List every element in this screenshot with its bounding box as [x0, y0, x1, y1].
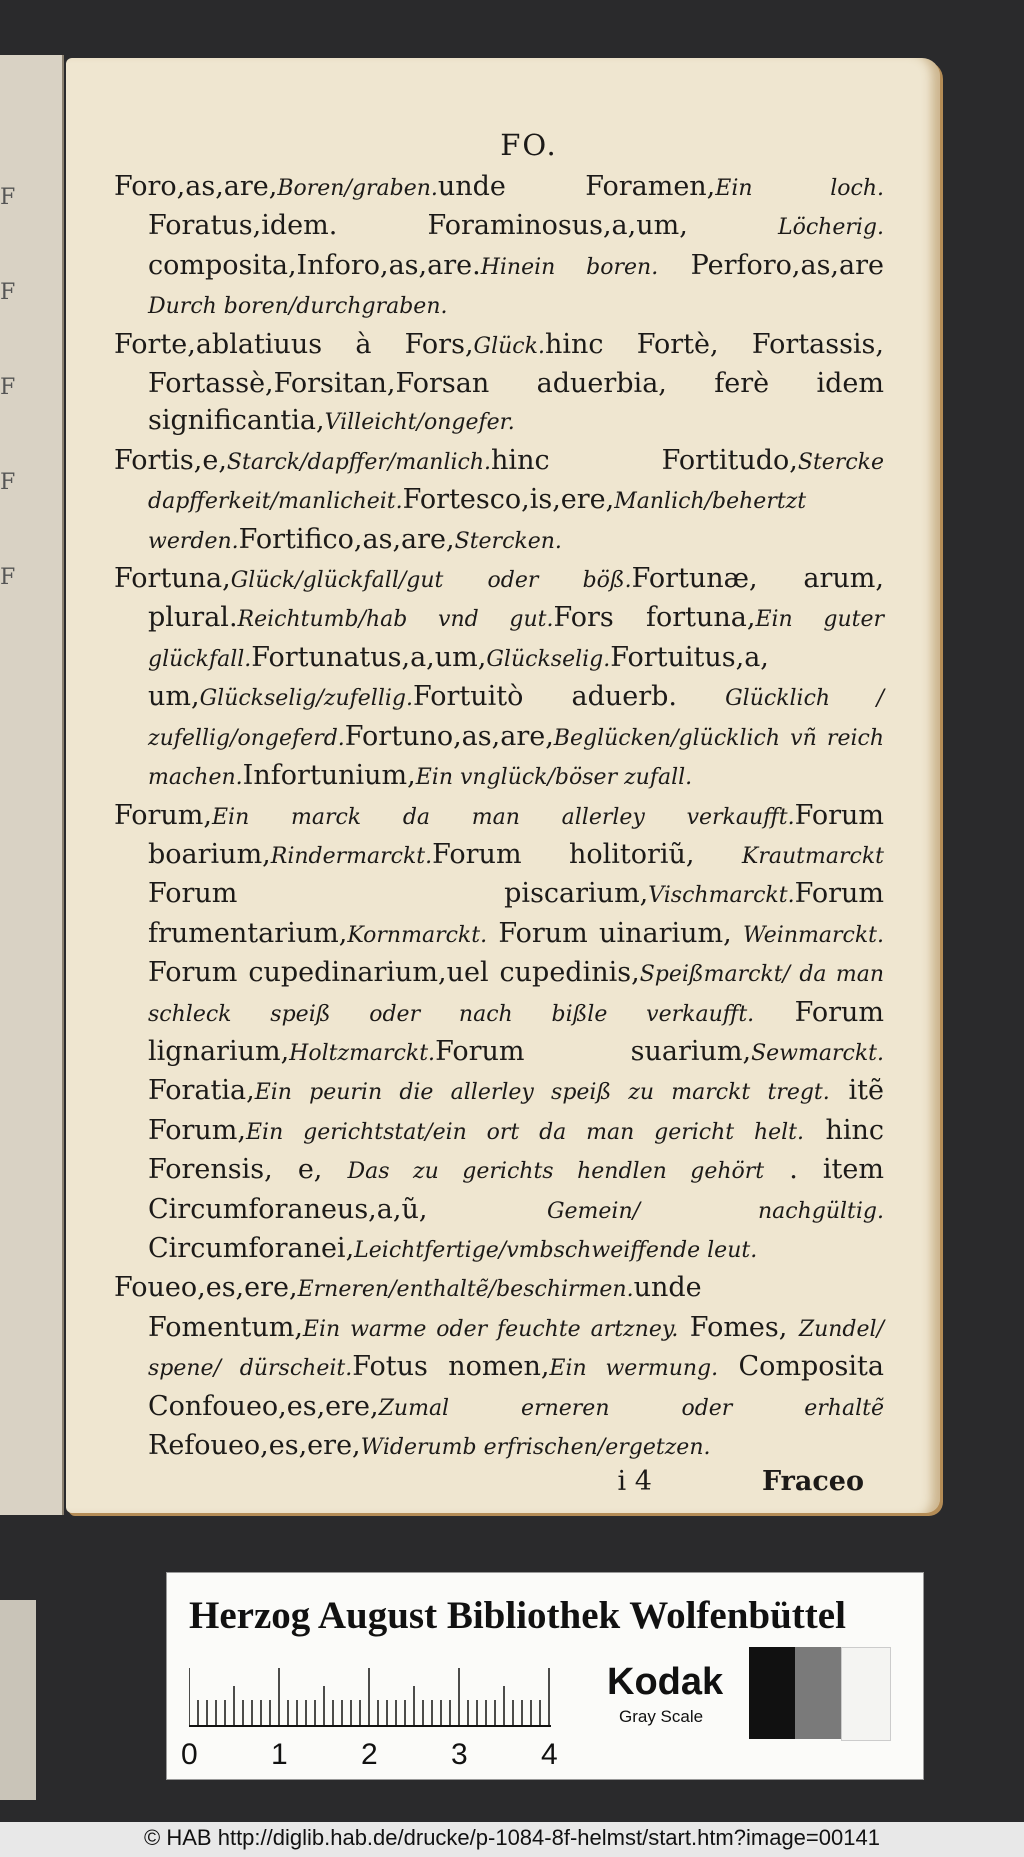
edge-letter: F: [0, 280, 16, 305]
ruler-number: 3: [451, 1738, 468, 1771]
left-page-edge: [0, 55, 64, 1515]
ruler-number: 2: [361, 1738, 378, 1771]
ruler-number: 4: [541, 1738, 558, 1771]
white-swatch: [841, 1647, 891, 1741]
black-swatch: [749, 1647, 795, 1739]
dictionary-entry: Forte,ablatiuus à Fors,Glück.hinc Fortè, Fortassis, Fortassè,Forsitan,Forsan aduerbia, ferè idem significantia,Villeicht/ongefer.: [114, 328, 884, 437]
dictionary-entry: Foueo,es,ere,Erneren/enthaltẽ/beschirmen.unde Fomentum,Ein warme oder feuchte artzney. Fomes, Zundel/ spene/ dürscheit.Fotus nomen,Ein wermung. Composita Confoueo,es,ere,Zumal erneren oder erhaltẽ Refoueo,es,ere,Widerumb erfrischen/ergetzen.: [114, 1272, 884, 1461]
left-page-tab: [0, 1600, 36, 1800]
ruler-number: 0: [181, 1738, 198, 1771]
color-target-card: [166, 1572, 924, 1780]
dictionary-entry: Forum,Ein marck da man allerley verkaufft.Forum boarium,Rindermarckt.Forum holitoriũ, Krautmarckt Forum piscarium,Vischmarckt.Forum frumentarium,Kornmarckt. Forum uinarium, Weinmarckt. Forum cupedinarium,uel cupedinis,Speißmarckt/ da man schleck speiß oder nach bißle verkaufft. Forum lignarium,Holtzmarckt.Forum suarium,Sewmarckt. Foratia,Ein peurin die allerley speiß zu marckt tregt. itẽ Forum,Ein gerichtstat/ein ort da man gericht helt. hinc Forensis, e, Das zu gerichts hendlen gehört . item Circumforaneus,a,ũ, Gemein/ nachgültig. Circumforanei,Leichtfertige/vmbschweiffende leut.: [114, 799, 885, 1264]
page-text: [114, 128, 884, 1497]
dictionary-entry: Fortuna,Glück/glückfall/gut oder böß.Fortunæ, arum, plural.Reichtumb/hab vnd gut.Fors fortuna,Ein guter glückfall.Fortunatus,a,um,Glückselig.Fortuitus,a, um,Glückselig/zufellig.Fortuitò aduerb. Glücklich / zufellig/ongeferd.Fortuno,as,are,Beglücken/glücklich vñ reich machen.Infortunium,Ein vnglück/böser zufall.: [114, 563, 884, 792]
gray-swatch: [795, 1647, 841, 1739]
kodak-logo: Kodak: [607, 1661, 724, 1703]
credit-bar: [0, 1822, 1024, 1857]
edge-letter: F: [0, 185, 16, 210]
edge-letter: F: [0, 375, 16, 400]
ruler-scale: [189, 1668, 551, 1728]
page-header: FO.: [500, 128, 558, 162]
gray-scale-label: Gray Scale: [619, 1707, 704, 1726]
edge-letter: F: [0, 565, 16, 590]
dictionary-entry: Foro,as,are,Boren/graben.unde Foramen,Ein loch. Foratus,idem. Foraminosus,a,um, Löcherig. composita,Inforo,as,are.Hinein boren. Perforo,as,are Durch boren/durchgraben.: [114, 171, 884, 320]
page-footer: [114, 1466, 884, 1497]
signature-mark: i 4: [617, 1466, 652, 1498]
left-page-letters: [0, 185, 30, 660]
library-name: Herzog August Bibliothek Wolfenbüttel: [189, 1594, 846, 1637]
credit-link[interactable]: © HAB http://diglib.hab.de/drucke/p-1084-8f-helmst/start.htm?image=00141: [144, 1825, 880, 1850]
dictionary-entry: Fortis,e,Starck/dapffer/manlich.hinc Fortitudo,Stercke dapfferkeit/manlicheit.Fortesco,is,ere,Manlich/behertzt werden.Fortifico,as,are,Stercken.: [114, 444, 884, 555]
ruler-number: 1: [271, 1738, 288, 1771]
book-page: [66, 58, 940, 1513]
edge-letter: F: [0, 470, 16, 495]
catchword: Fraceo: [761, 1466, 864, 1498]
